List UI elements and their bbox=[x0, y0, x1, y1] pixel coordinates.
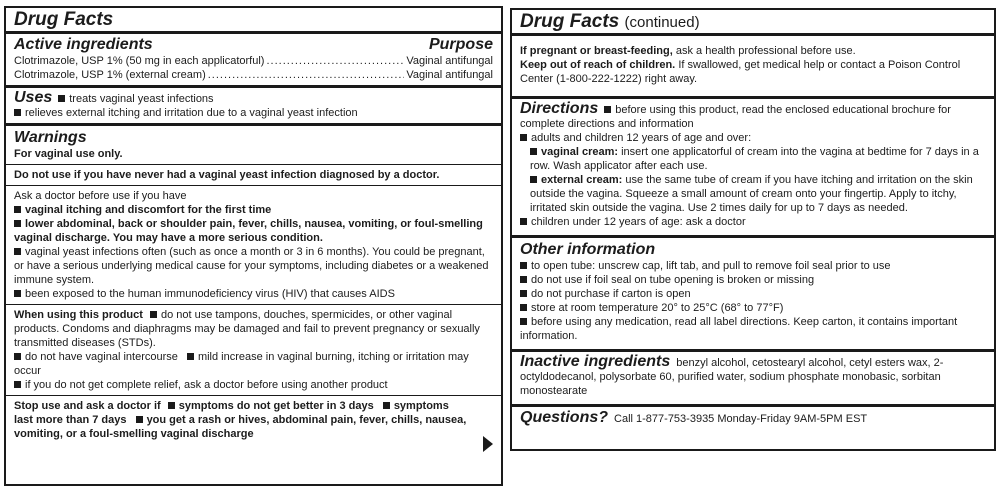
drug-facts-panel-left bbox=[4, 6, 503, 486]
when-item: do not use tampons, douches, spermicides, or other vaginal products. Condoms and diaphragms may be damaged and fail to prevent pregnancy or sexually transmitted diseases (STDs). bbox=[14, 309, 480, 349]
when-item: if you do not get complete relief, ask a doctor before using another product bbox=[25, 379, 388, 391]
ingredient-name: Clotrimazole, USP 1% (external cream) bbox=[14, 69, 206, 81]
other-item: store at room temperature 20° to 25°C (68° to 77°F) bbox=[531, 302, 784, 314]
external-cream-text: use the same tube of cream if you have itching and irritation on the skin outside the vagina. Squeeze a small amount of cream onto your fingertip. Apply to itchy, irritated skin outside the vagina. Use 2 times daily for up to 7 days as needed. bbox=[530, 174, 973, 214]
drug-facts-panel-right bbox=[510, 8, 996, 451]
ask-item: vaginal itching and discomfort for the first time bbox=[25, 204, 272, 216]
never-diagnosed-warning: Do not use if you have never had a vaginal yeast infection diagnosed by a doctor. bbox=[6, 164, 501, 182]
drug-facts-continued-title bbox=[512, 10, 994, 36]
vaginal-cream-text: insert one applicatorful of cream into the vagina at bedtime for 7 days in a row. Wash applicator after each use. bbox=[530, 146, 979, 172]
other-item: do not use if foil seal on tube opening is broken or missing bbox=[531, 274, 815, 286]
drug-facts-title: Drug Facts bbox=[6, 8, 501, 34]
other-information-heading: Other information bbox=[520, 241, 656, 258]
active-ingredients-heading: Active ingredients bbox=[14, 36, 153, 53]
directions-adults: adults and children 12 years of age and over: bbox=[531, 132, 752, 144]
stop-use-block bbox=[6, 395, 501, 441]
inactive-ingredients-heading: Inactive ingredients bbox=[520, 353, 671, 370]
ask-item: lower abdominal, back or shoulder pain, fever, chills, nausea, vomiting, or foul-smelling vaginal discharge. You may have a more serious condition. bbox=[14, 218, 483, 244]
when-item: do not have vaginal intercourse bbox=[25, 351, 178, 363]
pregnancy-section bbox=[512, 36, 994, 99]
inactive-ingredients-section bbox=[512, 352, 994, 407]
stop-use-title: Stop use and ask a doctor if bbox=[14, 400, 161, 412]
other-information-section bbox=[512, 238, 994, 352]
ask-item: vaginal yeast infections often (such as once a month or 3 in 6 months). You could be pregnant, or have a serious underlying medical cause for your symptoms, including diabetes or a weakened immune system. bbox=[14, 246, 489, 286]
active-ingredients-section bbox=[6, 34, 501, 88]
questions-section bbox=[512, 407, 994, 429]
ingredient-purpose: Vaginal antifungal bbox=[406, 69, 493, 81]
keep-out-bold: Keep out of reach of children. bbox=[520, 59, 676, 71]
ingredient-purpose: Vaginal antifungal bbox=[406, 55, 493, 67]
pregnant-text: ask a health professional before use. bbox=[675, 45, 856, 57]
continued-label: (continued) bbox=[624, 14, 700, 31]
stop-item: you get a rash or hives, abdominal pain, fever, chills, nausea, vomiting, or a foul-smelling vaginal discharge bbox=[14, 414, 467, 440]
uses-item: relieves external itching and irritation due to a vaginal yeast infection bbox=[25, 107, 358, 119]
directions-heading: Directions bbox=[520, 100, 599, 117]
vaginal-use-only: For vaginal use only. bbox=[14, 148, 123, 160]
uses-item: treats vaginal yeast infections bbox=[69, 93, 214, 105]
ask-item: been exposed to the human immunodeficiency virus (HIV) that causes AIDS bbox=[25, 288, 395, 300]
keep-out-text: If swallowed, get medical help or contact a Poison Control Center (1-800-222-1222) right away. bbox=[520, 59, 961, 85]
when-using-title: When using this product bbox=[14, 309, 143, 321]
questions-text: Call 1-877-753-3935 Monday-Friday 9AM-5PM EST bbox=[614, 413, 868, 425]
when-using-block bbox=[6, 304, 501, 392]
directions-intro: before using this product, read the enclosed educational brochure for complete directions and information bbox=[520, 104, 951, 130]
external-cream-label: external cream: bbox=[541, 174, 623, 186]
uses-heading: Uses bbox=[14, 89, 53, 106]
directions-children: children under 12 years of age: ask a doctor bbox=[531, 216, 746, 228]
active-row-1 bbox=[14, 54, 493, 68]
purpose-heading: Purpose bbox=[428, 36, 493, 53]
questions-heading: Questions? bbox=[520, 409, 609, 426]
uses-section bbox=[6, 88, 501, 126]
ask-doctor-block bbox=[6, 185, 501, 301]
continued-arrow-icon bbox=[483, 436, 493, 452]
other-item: before using any medication, read all label directions. Keep carton, it contains important information. bbox=[520, 316, 958, 342]
warnings-section bbox=[6, 126, 501, 462]
other-item: do not purchase if carton is open bbox=[531, 288, 691, 300]
drug-facts-title: Drug Facts bbox=[520, 11, 620, 32]
active-row-2 bbox=[14, 68, 493, 82]
pregnant-bold: If pregnant or breast-feeding, bbox=[520, 45, 673, 57]
other-item: to open tube: unscrew cap, lift tab, and pull to remove foil seal prior to use bbox=[531, 260, 891, 272]
stop-item: symptoms last more than 7 days bbox=[14, 400, 449, 426]
stop-item: symptoms do not get better in 3 days bbox=[178, 400, 374, 412]
when-item: mild increase in vaginal burning, itching or irritation may occur bbox=[14, 351, 469, 377]
ingredient-name: Clotrimazole, USP 1% (50 mg in each applicatorful) bbox=[14, 55, 265, 67]
ask-doctor-title: Ask a doctor before use if you have bbox=[14, 190, 187, 202]
warnings-heading: Warnings bbox=[14, 129, 87, 146]
directions-section bbox=[512, 99, 994, 238]
vaginal-cream-label: vaginal cream: bbox=[541, 146, 619, 158]
inactive-ingredients-text: benzyl alcohol, cetostearyl alcohol, cetyl esters wax, 2-octyldodecanol, polysorbate 60, purified water, sodium phosphate monobasic, sorbitan monostearate bbox=[520, 357, 944, 397]
